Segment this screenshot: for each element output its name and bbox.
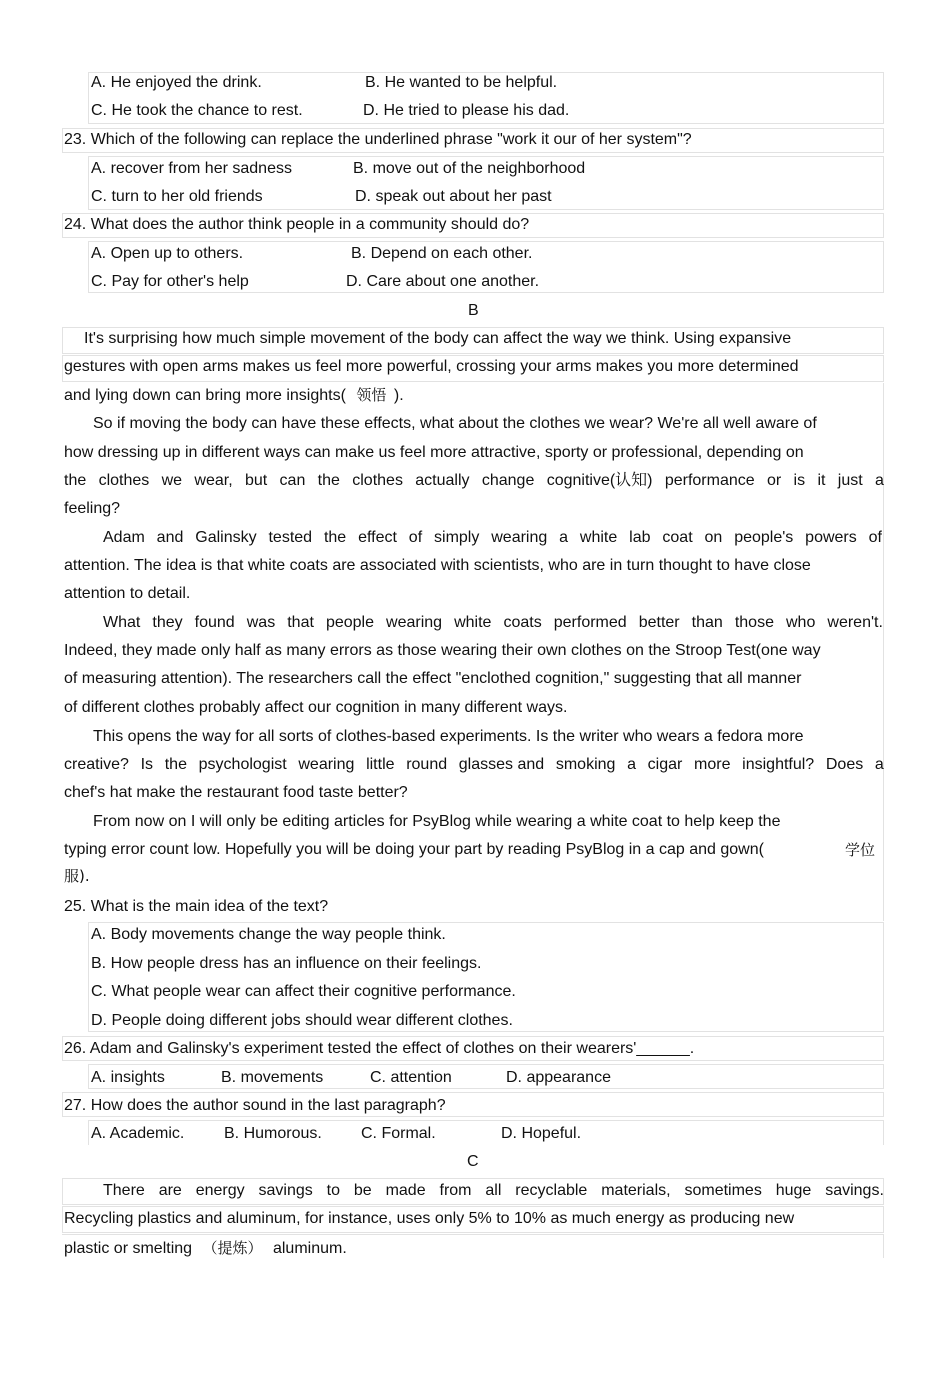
word: round — [406, 756, 448, 773]
word: recyclable — [515, 1182, 588, 1199]
word: powers — [805, 529, 857, 546]
word: or — [766, 472, 782, 489]
word: Adam — [103, 529, 145, 546]
word: Galinsky — [195, 529, 257, 546]
word: materials, — [601, 1182, 671, 1199]
word: the — [317, 472, 340, 489]
word: and — [156, 529, 184, 546]
word: they — [152, 614, 183, 631]
q24-option-c: C. Pay for other's help — [91, 273, 249, 290]
passage-b-p4-line1 — [103, 613, 883, 633]
passage-b-p5-line1: This opens the way for all sorts of clothes-based experiments. Is the writer who wears a fedora more — [93, 728, 804, 745]
q23-option-c: C. turn to her old friends — [91, 188, 263, 205]
word: than — [691, 614, 723, 631]
word: better — [638, 614, 680, 631]
word: that — [287, 614, 314, 631]
p1-line3-text: and lying down can bring more insights( — [64, 387, 346, 404]
word: are — [158, 1182, 182, 1199]
q26-option-d: D. appearance — [506, 1069, 611, 1086]
passage-b-p4-line2: Indeed, they made only half as many errors as those wearing their own clothes on the Stroop Test(one way — [64, 642, 821, 659]
word: little — [366, 756, 395, 773]
passage-b-p6-line3: 服). — [64, 867, 90, 885]
passage-c-heading: C — [467, 1153, 479, 1170]
c-line3-chinese: （提炼） — [202, 1239, 263, 1257]
word: weren't. — [827, 614, 883, 631]
word: was — [246, 614, 276, 631]
word: creative? — [64, 756, 129, 773]
q22-option-d: D. He tried to please his dad. — [363, 102, 570, 119]
passage-b-p5-line2 — [64, 755, 884, 775]
q26-option-b: B. movements — [221, 1069, 324, 1086]
word: a — [874, 756, 884, 773]
q22-option-b: B. He wanted to be helpful. — [365, 74, 558, 91]
passage-c-p1-line1 — [103, 1181, 884, 1201]
word: wearing — [386, 614, 443, 631]
word: Is — [140, 756, 154, 773]
word: wearing — [298, 756, 355, 773]
passage-c-p1-line3 — [64, 1238, 347, 1259]
q24-option-a: A. Open up to others. — [91, 245, 244, 262]
q25-option-a: A. Body movements change the way people think. — [91, 926, 446, 943]
passage-b-p2-line1: So if moving the body can have these effects, what about the clothes we wear? We're all well aware of — [93, 415, 817, 432]
q23-question: 23. Which of the following can replace the underlined phrase "work it our of her system"? — [64, 131, 692, 148]
word: savings — [258, 1182, 313, 1199]
q23-option-a: A. recover from her sadness — [91, 160, 292, 177]
word: the — [323, 529, 347, 546]
q26-option-c: C. attention — [370, 1069, 452, 1086]
q22-option-a: A. He enjoyed the drink. — [91, 74, 262, 91]
word: just — [837, 472, 863, 489]
q27-option-d: D. Hopeful. — [501, 1125, 582, 1142]
word: clothes — [352, 472, 403, 489]
word: of — [408, 529, 423, 546]
word: a — [875, 472, 884, 489]
q24-option-b: B. Depend on each other. — [351, 245, 533, 262]
p1-line3-chinese: 领悟 — [356, 386, 387, 404]
word: more — [694, 756, 731, 773]
word: found — [194, 614, 235, 631]
word: from — [439, 1182, 472, 1199]
word: effect — [358, 529, 397, 546]
word: to — [326, 1182, 340, 1199]
word: What — [103, 614, 141, 631]
word: wear, — [194, 472, 233, 489]
passage-b-heading: B — [468, 302, 479, 319]
q23-option-b: B. move out of the neighborhood — [353, 160, 586, 177]
q25-question: 25. What is the main idea of the text? — [64, 898, 329, 915]
q27-option-b: B. Humorous. — [224, 1125, 322, 1142]
q23-option-d: D. speak out about her past — [355, 188, 552, 205]
word: wearing — [491, 529, 548, 546]
word: savings. — [825, 1182, 884, 1199]
q25-option-d: D. People doing different jobs should wear different clothes. — [91, 1012, 513, 1029]
word: on — [704, 529, 723, 546]
q27-question: 27. How does the author sound in the last paragraph? — [64, 1097, 446, 1114]
passage-b-p1-line1: It's surprising how much simple movement of the body can affect the way we think. Using expansive — [84, 330, 792, 347]
word: can — [279, 472, 306, 489]
passage-b-p1-line3 — [64, 385, 404, 406]
word: the — [64, 472, 87, 489]
passage-b-p3-line3: attention to detail. — [64, 585, 191, 602]
q25-option-b: B. How people dress has an influence on their feelings. — [91, 955, 482, 972]
word: the — [164, 756, 187, 773]
q27-option-a: A. Academic. — [91, 1125, 185, 1142]
passage-b-p2-line2: how dressing up in different ways can make us feel more attractive, sporty or professional, depending on — [64, 444, 804, 461]
word: huge — [775, 1182, 812, 1199]
word: coats — [503, 614, 542, 631]
word: but — [244, 472, 268, 489]
word: smoking — [555, 756, 616, 773]
word: psychologist — [198, 756, 287, 773]
q26-options-box — [88, 1064, 884, 1089]
word: There — [103, 1182, 145, 1199]
q26-question: 26. Adam and Galinsky's experiment tested the effect of clothes on their wearers'______. — [64, 1040, 695, 1057]
word: a — [559, 529, 569, 546]
word: simply — [434, 529, 480, 546]
word: people's — [734, 529, 794, 546]
q24-option-d: D. Care about one another. — [346, 273, 540, 290]
c-line3-text: plastic or smelting — [64, 1240, 193, 1257]
passage-b-p6-line2: typing error count low. Hopefully you will be doing your part by reading PsyBlog in a cap and gown( — [64, 841, 764, 858]
passage-b-p6-line1: From now on I will only be editing articles for PsyBlog while wearing a white coat to help keep the — [93, 813, 781, 830]
passage-b-p4-line4: of different clothes probably affect our cognition in many different ways. — [64, 699, 568, 716]
word: those — [734, 614, 774, 631]
passage-c-p1-line2: Recycling plastics and aluminum, for instance, uses only 5% to 10% as much energy as producing new — [64, 1210, 795, 1227]
word: who — [786, 614, 816, 631]
word: change — [481, 472, 535, 489]
passage-b-p2-line3 — [64, 471, 884, 491]
word: actually — [415, 472, 470, 489]
passage-b-p5-line3: chef's hat make the restaurant food taste better? — [64, 784, 408, 801]
word: it — [817, 472, 826, 489]
word: cigar — [647, 756, 683, 773]
word: people — [325, 614, 374, 631]
word: glasses and — [458, 756, 545, 773]
word: white — [454, 614, 492, 631]
p1-line3-end: ). — [393, 387, 404, 404]
word: energy — [195, 1182, 245, 1199]
q25-option-c: C. What people wear can affect their cognitive performance. — [91, 983, 516, 1000]
q26-option-a: A. insights — [91, 1069, 165, 1086]
word: we — [161, 472, 183, 489]
word: clothes — [98, 472, 150, 489]
q27-options-box — [88, 1120, 884, 1145]
word: tested — [268, 529, 313, 546]
passage-b-p3-line1 — [103, 528, 882, 548]
word: lab — [629, 529, 651, 546]
word: made — [385, 1182, 426, 1199]
word: performance — [664, 472, 755, 489]
word: performed — [553, 614, 627, 631]
passage-b-p6-line2-chinese: 学位 — [845, 841, 876, 859]
word: a — [627, 756, 636, 773]
q27-option-c: C. Formal. — [361, 1125, 436, 1142]
word: sometimes — [684, 1182, 762, 1199]
q24-question: 24. What does the author think people in a community should do? — [64, 216, 530, 233]
word: insightful? — [742, 756, 815, 773]
q22-option-c: C. He took the chance to rest. — [91, 102, 303, 119]
word: cognitive(认知) — [546, 472, 653, 489]
c-line3-end: aluminum. — [272, 1240, 347, 1257]
word: is — [793, 472, 806, 489]
passage-b-p4-line3: of measuring attention). The researchers call the effect "enclothed cognition," suggesting that all manner — [64, 670, 802, 687]
word: Does — [825, 756, 864, 773]
passage-b-p1-line2: gestures with open arms makes us feel more powerful, crossing your arms makes you more determined — [64, 358, 799, 375]
word: all — [485, 1182, 502, 1199]
word: white — [579, 529, 618, 546]
word: coat — [662, 529, 693, 546]
passage-b-p2-line4: feeling? — [64, 500, 121, 517]
word: of — [868, 529, 882, 546]
word: be — [353, 1182, 372, 1199]
passage-b-p3-line2: attention. The idea is that white coats are associated with scientists, who are in turn thought to have close — [64, 557, 811, 574]
